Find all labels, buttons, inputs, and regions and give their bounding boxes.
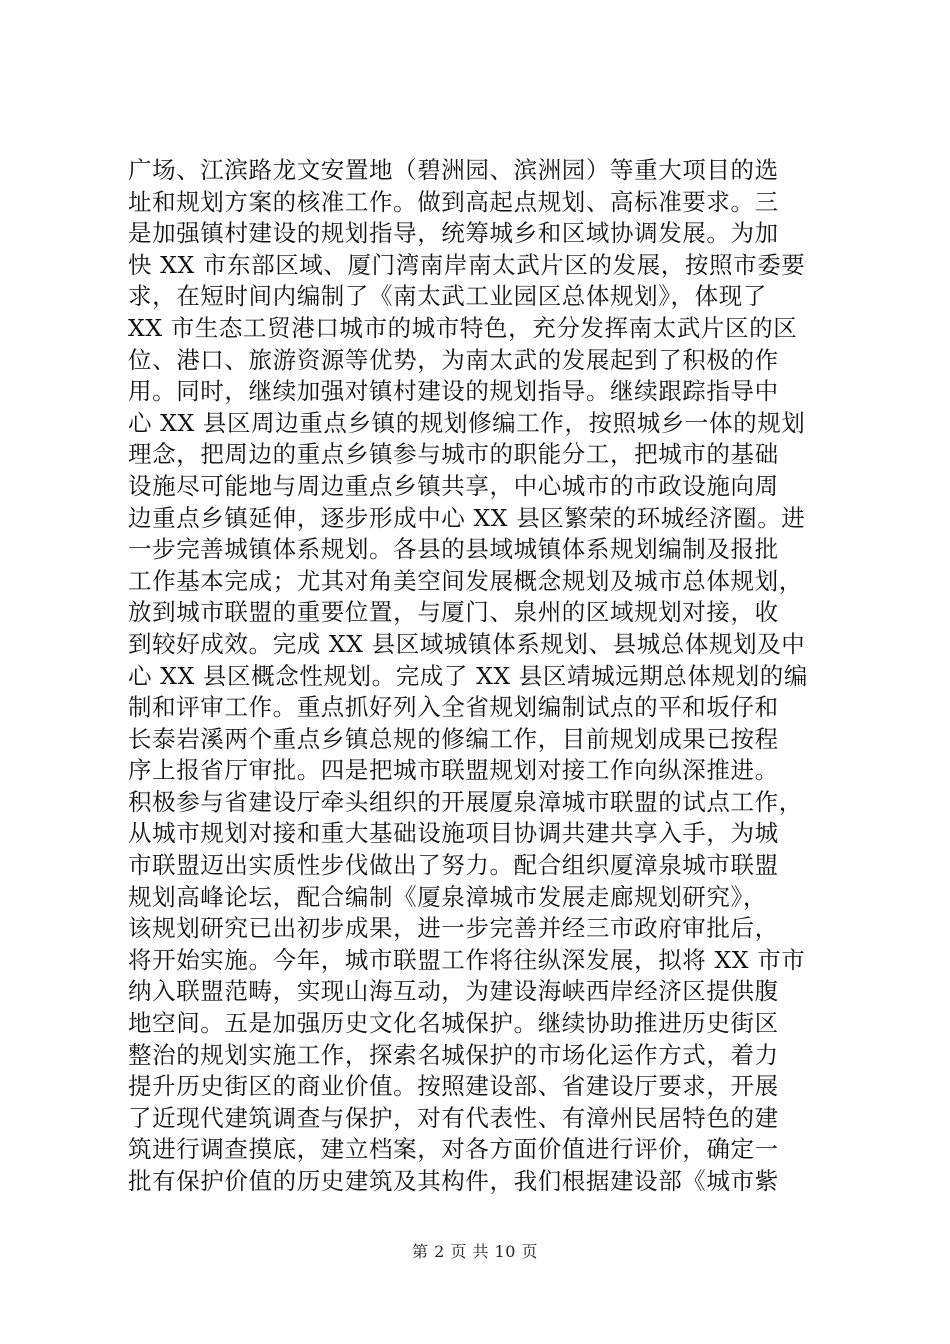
text-line: 理念，把周边的重点乡镇参与城市的职能分工，把城市的基础 bbox=[128, 440, 779, 469]
text-line: 址和规划方案的核准工作。做到高起点规划、高标准要求。三 bbox=[128, 187, 779, 216]
text-line: 地空间。五是加强历史文化名城保护。继续协助推进历史街区 bbox=[128, 1009, 779, 1038]
text-line: 将开始实施。今年，城市联盟工作将往纵深发展，拟将 XX 市市 bbox=[128, 945, 806, 974]
page-number-footer: 第 2 页 共 10 页 bbox=[412, 1242, 538, 1261]
text-line: 纳入联盟范畴，实现山海互动，为建设海峡西岸经济区提供腹 bbox=[128, 977, 779, 1006]
text-line: 筑进行调查摸底，建立档案，对各方面价值进行评价，确定一 bbox=[128, 1135, 779, 1164]
text-line: 是加强镇村建设的规划指导，统筹城乡和区域协调发展。为加 bbox=[128, 219, 779, 248]
text-line: 了近现代建筑调查与保护，对有代表性、有漳州民居特色的建 bbox=[128, 1103, 779, 1132]
text-line: 制和评审工作。重点抓好列入全省规划编制试点的平和坂仔和 bbox=[128, 693, 779, 722]
text-line: 求，在短时间内编制了《南太武工业园区总体规划》，体现了 bbox=[128, 282, 767, 311]
text-line: 心 XX 县区概念性规划。完成了 XX 县区靖城远期总体规划的编 bbox=[128, 661, 808, 690]
body-paragraph bbox=[128, 155, 828, 1198]
text-line: 序上报省厅审批。四是把城市联盟规划对接工作向纵深推进。 bbox=[128, 756, 779, 785]
text-line: 设施尽可能地与周边重点乡镇共享，中心城市的市政设施向周 bbox=[128, 471, 779, 500]
text-line: 工作基本完成；尤其对角美空间发展概念规划及城市总体规划， bbox=[128, 566, 803, 595]
text-line: 长泰岩溪两个重点乡镇总规的修编工作，目前规划成果已按程 bbox=[128, 724, 779, 753]
text-line: 该规划研究已出初步成果，进一步完善并经三市政府审批后， bbox=[128, 914, 779, 943]
text-line: 规划高峰论坛，配合编制《厦泉漳城市发展走廊规划研究》， bbox=[128, 882, 767, 911]
text-line: 市联盟迈出实质性步伐做出了努力。配合组织厦漳泉城市联盟 bbox=[128, 851, 779, 880]
text-line: 一步完善城镇体系规划。各县的县域城镇体系规划编制及报批 bbox=[128, 535, 779, 564]
text-line: 从城市规划对接和重大基础设施项目协调共建共享入手，为城 bbox=[128, 819, 779, 848]
text-line: 心 XX 县区周边重点乡镇的规划修编工作，按照城乡一体的规划 bbox=[128, 408, 806, 437]
text-line: 整治的规划实施工作，探索名城保护的市场化运作方式，着力 bbox=[128, 1040, 779, 1069]
text-line: 放到城市联盟的重要位置，与厦门、泉州的区域规划对接，收 bbox=[128, 598, 779, 627]
text-line: 批有保护价值的历史建筑及其构件，我们根据建设部《城市紫 bbox=[128, 1167, 779, 1195]
text-line: 快 XX 市东部区域、厦门湾南岸南太武片区的发展，按照市委要 bbox=[128, 250, 806, 279]
text-line: 积极参与省建设厅牵头组织的开展厦泉漳城市联盟的试点工作， bbox=[128, 787, 803, 816]
text-line: XX 市生态工贸港口城市的城市特色，充分发挥南太武片区的区 bbox=[128, 313, 798, 342]
text-line: 边重点乡镇延伸，逐步形成中心 XX 县区繁荣的环城经济圈。进 bbox=[128, 503, 806, 532]
text-line: 广场、江滨路龙文安置地（碧洲园、滨洲园）等重大项目的选 bbox=[128, 156, 779, 184]
text-line: 提升历史街区的商业价值。按照建设部、省建设厅要求，开展 bbox=[128, 1072, 779, 1101]
text-line: 用。同时，继续加强对镇村建设的规划指导。继续跟踪指导中 bbox=[128, 377, 779, 406]
text-line: 位、港口、旅游资源等优势，为南太武的发展起到了积极的作 bbox=[128, 345, 779, 374]
text-line: 到较好成效。完成 XX 县区域城镇体系规划、县城总体规划及中 bbox=[128, 629, 806, 658]
